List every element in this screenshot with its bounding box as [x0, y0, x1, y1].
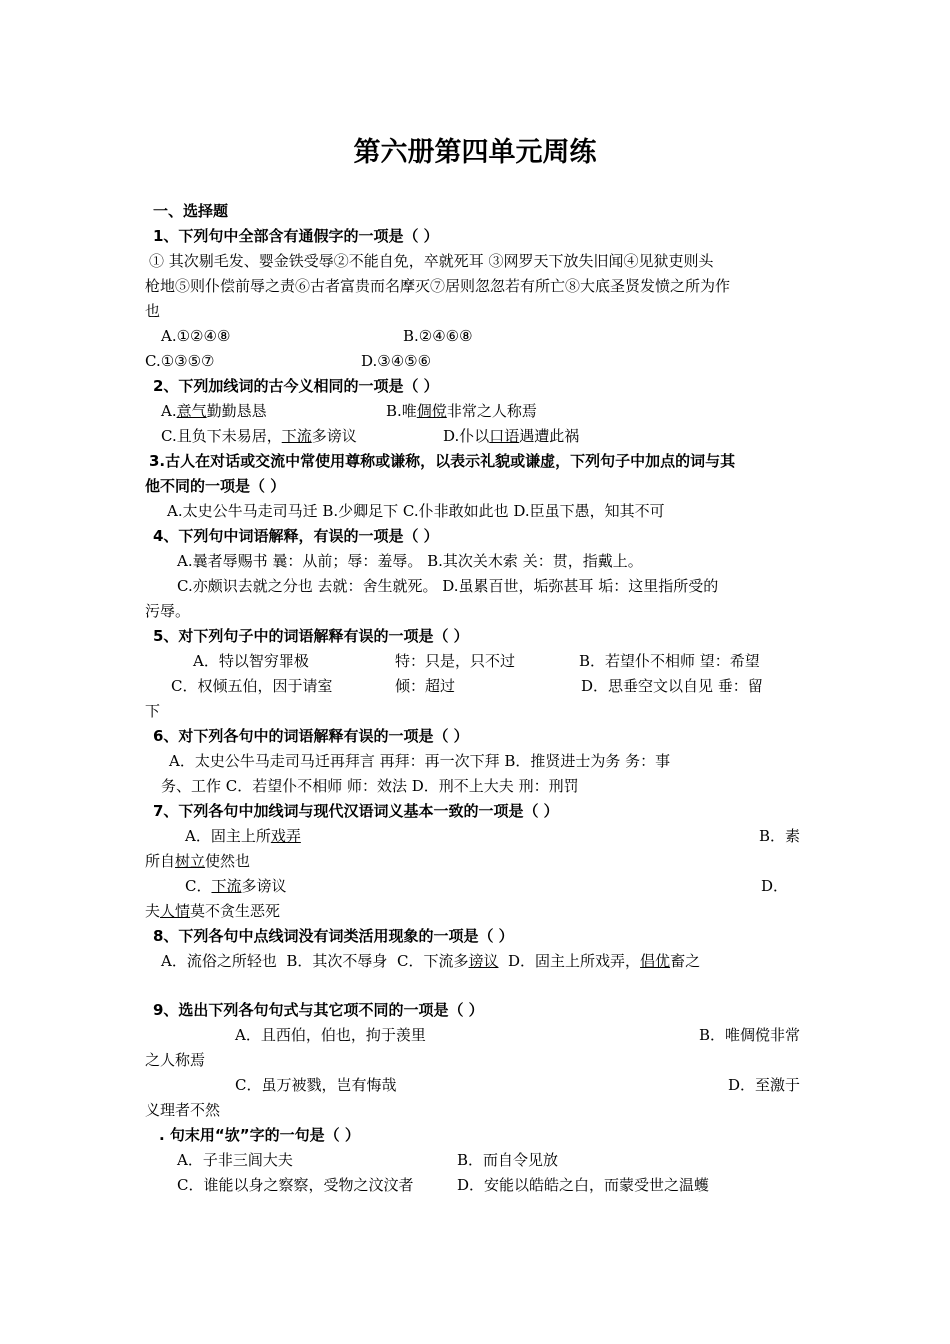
q8-option-c	[397, 952, 499, 970]
q9-option-d: D．至激于	[727, 1076, 800, 1094]
q5-option-d: D．思垂空文以自见 垂：留	[581, 677, 763, 695]
q2-a-suffix: 勤勤恳恳	[206, 402, 267, 420]
q7-d-underlined: 人情	[160, 902, 191, 920]
q9-option-a: A．且西伯，伯也，拘于羡里	[235, 1026, 426, 1044]
q1-stem: 1、下列句中全部含有通假字的一项是（ ）	[153, 227, 439, 245]
q8-d-underlined: 倡优	[640, 952, 671, 970]
q9-option-b: B．唯倜傥非常	[698, 1026, 800, 1044]
q6-options-line2: 务、工作 C．若望仆不相师 师：效法 D．刑不上大夫 刑：刑罚	[161, 777, 579, 795]
q7-c-prefix: C．	[185, 877, 212, 895]
q8-d-prefix: D．固主上所戏弄，	[508, 952, 641, 970]
q2-c-prefix: C.且负下未易居，	[161, 427, 282, 445]
q2-b-underlined: 倜傥	[416, 402, 447, 420]
q8-option-a: A．流俗之所轻也	[161, 952, 277, 970]
q10-option-c: C．谁能以身之察察，受物之汶汶者	[177, 1176, 414, 1194]
q7-d-suffix: 莫不贪生恶死	[190, 902, 281, 920]
section-heading: 一、选择题	[153, 202, 229, 220]
q7-option-d-continued	[145, 899, 800, 924]
q5-option-c: C．权倾五伯，因于请室	[171, 677, 333, 695]
q1-text-line2: 枪地⑤则仆偿前辱之责⑥古者富贵而名摩灭⑦居则忽忽若有所亡⑧大底圣贤发愤之所为作	[145, 277, 731, 295]
q10-options-ab	[145, 1148, 800, 1173]
q9-options-cd	[145, 1073, 800, 1098]
q9-stem: 9、选出下列各句句式与其它项不同的一项是（ ）	[153, 1001, 484, 1019]
document-body	[145, 199, 800, 1198]
q10-option-b: B．而自令见放	[457, 1151, 559, 1169]
q5-option-b: B．若望仆不相师 望：希望	[579, 652, 760, 670]
q2-b-suffix: 非常之人称焉	[446, 402, 537, 420]
q5-options-ab	[145, 649, 800, 674]
q7-b-suffix: 使然也	[205, 852, 251, 870]
q2-c-suffix: 多谤议	[311, 427, 357, 445]
q7-option-c	[185, 874, 287, 899]
q3-stem-line2: 他不同的一项是（ ）	[145, 477, 286, 495]
q7-options-ab	[145, 824, 800, 849]
q10-option-a: A．子非三闾大夫	[177, 1151, 293, 1169]
page-title: 第六册第四单元周练	[353, 137, 597, 168]
q1-options-ab	[145, 324, 800, 349]
q4-options-line2: C.亦颇识去就之分也 去就：舍生就死。 D.虽累百世，垢弥甚耳 垢：这里指所受的	[177, 577, 719, 595]
q7-option-d: D．	[760, 877, 788, 895]
q4-options-line3: 污辱。	[145, 602, 191, 620]
q8-c-prefix: C．下流多	[396, 952, 469, 970]
q10-option-d: D．安能以皓皓之白，而蒙受世之温蠖	[457, 1176, 710, 1194]
q9-option-b-continued: 之人称焉	[145, 1051, 206, 1069]
q10-options-cd	[145, 1173, 800, 1198]
blank-line	[145, 974, 800, 998]
q8-stem: 8、下列各句中点线词没有词类活用现象的一项是（ ）	[153, 927, 514, 945]
q5-option-d-continued: 下	[145, 702, 161, 720]
q2-options-cd	[145, 424, 800, 449]
q7-b-prefix: 所自	[145, 852, 176, 870]
q8-d-suffix: 畜之	[670, 952, 701, 970]
q2-d-suffix: 遇遭此祸	[519, 427, 580, 445]
q2-option-a	[161, 399, 386, 424]
q3-options: A.太史公牛马走司马迁 B.少卿足下 C.仆非敢如此也 D.臣虽下愚，知其不可	[167, 502, 665, 520]
q2-a-prefix: A.	[161, 402, 177, 420]
q1-option-d: D.③④⑤⑥	[361, 352, 432, 370]
q7-option-b-continued	[145, 849, 800, 874]
q1-option-b: B.②④⑥⑧	[403, 327, 473, 345]
q8-options	[145, 949, 800, 974]
q2-option-d	[443, 427, 579, 445]
q4-options-line1: A.曩者辱赐书 曩：从前；辱：羞辱。 B.其次关木索 关：贯，指戴上。	[177, 552, 643, 570]
q7-options-cd	[145, 874, 800, 899]
q6-stem: 6、对下列各句中的词语解释有误的一项是（ ）	[153, 727, 469, 745]
q8-c-underlined: 谤议	[468, 952, 499, 970]
q5-option-a: A．特以智穷罪极	[193, 652, 309, 670]
q1-text-line1: ① 其次剔毛发、婴金铁受辱②不能自免，卒就死耳 ③网罗天下放失旧闻④见狱吏则头	[149, 252, 714, 270]
q10-stem: . 句末用“欤”字的一句是（ ）	[159, 1126, 360, 1144]
q7-a-prefix: A．固主上所	[185, 827, 271, 845]
q7-c-suffix: 多谤议	[241, 877, 287, 895]
q7-option-a	[185, 824, 301, 849]
q5-option-a-explanation: 特：只是，只不过	[395, 652, 516, 670]
q2-c-underlined: 下流	[281, 427, 312, 445]
q3-stem-line1: 3.古人在对话或交流中常使用尊称或谦称，以表示礼貌或谦虚，下列句子中加点的词与其	[149, 452, 736, 470]
q7-c-underlined: 下流	[211, 877, 242, 895]
q7-d-prefix: 夫	[145, 902, 161, 920]
q2-option-b	[386, 402, 537, 420]
q5-options-cd	[145, 674, 800, 699]
q2-options-ab	[145, 399, 800, 424]
q7-a-underlined: 戏弄	[270, 827, 301, 845]
q1-text-line3: 也	[145, 302, 161, 320]
q8-option-d	[508, 952, 700, 970]
q4-stem: 4、下列句中词语解释，有误的一项是（ ）	[153, 527, 439, 545]
q1-option-c: C.①③⑤⑦	[145, 352, 215, 370]
q2-stem: 2、下列加线词的古今义相同的一项是（ ）	[153, 377, 439, 395]
q5-option-c-explanation: 倾：超过	[395, 677, 456, 695]
q2-b-prefix: B.唯	[386, 402, 417, 420]
q1-option-a: A.①②④⑧	[161, 327, 231, 345]
q2-a-underlined: 意气	[176, 402, 207, 420]
q9-option-c: C．虽万被戮，岂有悔哉	[235, 1076, 397, 1094]
q8-option-b: B．其次不辱身	[286, 952, 388, 970]
q6-options-line1: A．太史公牛马走司马迁再拜言 再拜：再一次下拜 B．推贤进士为务 务：事	[169, 752, 671, 770]
q5-stem: 5、对下列句子中的词语解释有误的一项是（ ）	[153, 627, 469, 645]
q2-d-underlined: 口语	[489, 427, 520, 445]
q7-stem: 7、下列各句中加线词与现代汉语词义基本一致的一项是（ ）	[153, 802, 559, 820]
q9-option-d-continued: 义理者不然	[145, 1101, 221, 1119]
q7-option-b: B．素	[758, 827, 800, 845]
q9-options-ab	[145, 1023, 800, 1048]
q7-b-underlined: 树立	[175, 852, 206, 870]
q2-d-prefix: D.仆以	[443, 427, 490, 445]
q2-option-c	[161, 424, 443, 449]
q1-options-cd	[145, 349, 800, 374]
